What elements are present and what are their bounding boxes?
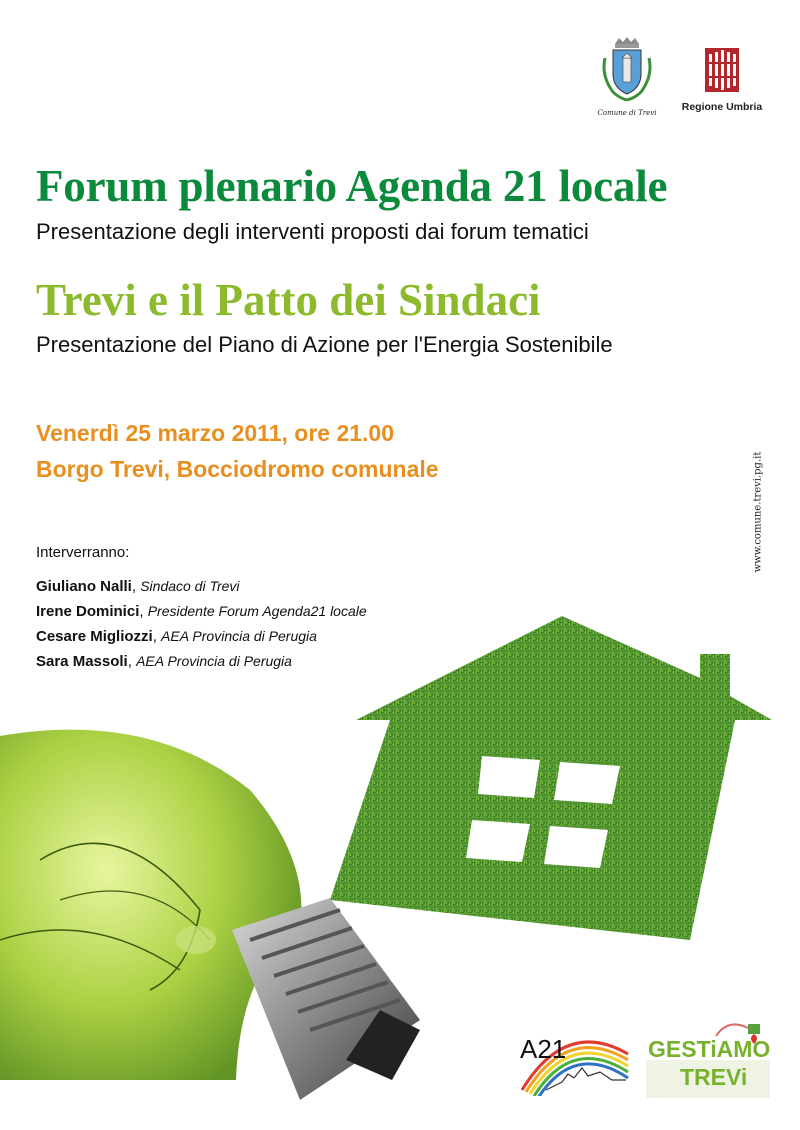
regione-umbria-emblem-icon	[705, 48, 739, 92]
forum-title: Forum plenario Agenda 21 locale	[36, 161, 668, 211]
speakers-heading: Interverranno:	[36, 544, 130, 561]
comune-trevi-caption: Comune di Trevi	[597, 109, 657, 117]
trevi-text: TREVi	[680, 1064, 748, 1090]
website-vertical	[748, 445, 768, 579]
regione-umbria-logo	[672, 48, 772, 113]
comune-trevi-logo	[592, 36, 662, 117]
speaker-name: Sara Massoli	[36, 653, 128, 670]
speaker-name: Cesare Migliozzi	[36, 628, 153, 645]
speaker-name: Giuliano Nalli	[36, 578, 132, 595]
a21-logo	[516, 1024, 634, 1096]
speaker-role: AEA Provincia di Perugia	[161, 628, 317, 644]
event-location: Borgo Trevi, Bocciodromo comunale	[36, 456, 439, 482]
speaker-role: Sindaco di Trevi	[140, 578, 240, 594]
a21-text: A21	[520, 1034, 567, 1064]
light-bulb-icon	[0, 730, 420, 1100]
comune-trevi-crest-icon	[599, 36, 655, 102]
gestiamo-trevi-logo	[644, 1020, 774, 1100]
speaker-row: Giuliano Nalli, Sindaco di Trevi	[36, 578, 240, 595]
speaker-row: Sara Massoli, AEA Provincia di Perugia	[36, 653, 292, 670]
speaker-row: Irene Dominici, Presidente Forum Agenda21 locale	[36, 603, 367, 620]
patto-title: Trevi e il Patto dei Sindaci	[36, 275, 541, 325]
speaker-role: AEA Provincia di Perugia	[136, 653, 292, 669]
regione-umbria-caption: Regione Umbria	[681, 101, 763, 113]
gestiamo-text: GESTiAMO	[648, 1036, 771, 1062]
website-text: www.comune.trevi.pg.it	[752, 451, 764, 573]
speaker-row: Cesare Migliozzi, AEA Provincia di Perugia	[36, 628, 317, 645]
speaker-role: Presidente Forum Agenda21 locale	[147, 603, 367, 619]
grass-house-icon	[330, 616, 772, 940]
forum-subtitle: Presentazione degli interventi proposti dai forum tematici	[36, 219, 589, 244]
patto-subtitle: Presentazione del Piano di Azione per l'Energia Sostenibile	[36, 332, 613, 357]
event-date-time: Venerdì 25 marzo 2011, ore 21.00	[36, 420, 395, 446]
speaker-name: Irene Dominici	[36, 603, 140, 620]
